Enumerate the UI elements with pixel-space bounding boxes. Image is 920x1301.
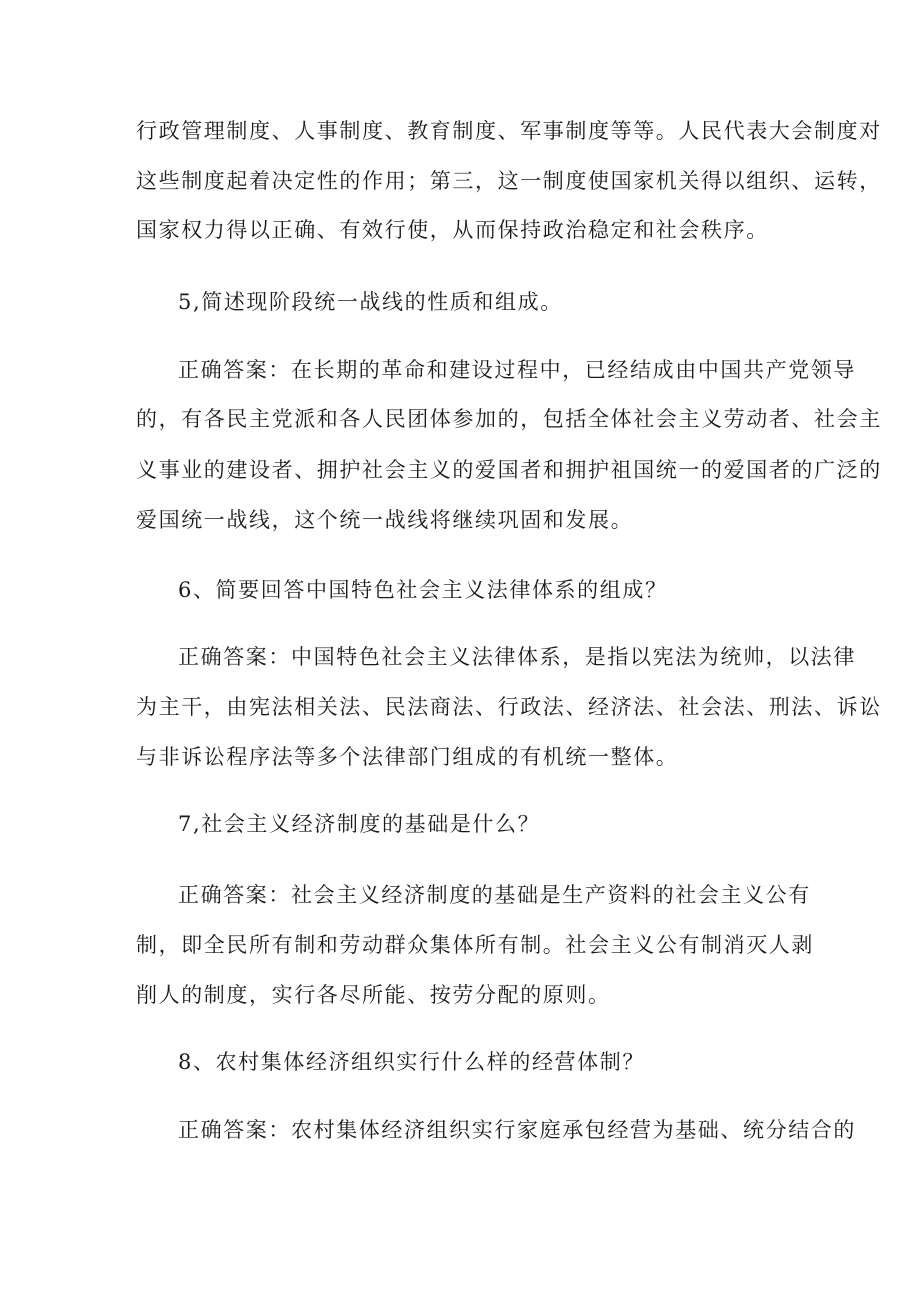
answer-7-line: 制，即全民所有制和劳动群众集体所有制。社会主义公有制消灭人剥 (136, 933, 814, 957)
answer-5-line: 的，有各民主党派和各人民团体参加的，包括全体社会主义劳动者、社会主 (136, 407, 882, 431)
paragraph-line: 这些制度起着决定性的作用；第三，这一制度使国家机关得以组织、运转， (136, 169, 882, 193)
paragraph-line: 行政管理制度、人事制度、教育制度、军事制度等等。人民代表大会制度对 (136, 119, 882, 143)
answer-6-line: 与非诉讼程序法等多个法律部门组成的有机统一整体。 (136, 745, 679, 769)
answer-7-line: 削人的制度，实行各尽所能、按劳分配的原则。 (136, 983, 611, 1007)
question-5-heading: 5,简述现阶段统一战线的性质和组成。 (178, 290, 563, 314)
answer-6-line: 为主干，由宪法相关法、民法商法、行政法、经济法、社会法、刑法、诉讼 (136, 695, 882, 719)
paragraph-line: 国家权力得以正确、有效行使，从而保持政治稳定和社会秩序。 (136, 218, 769, 242)
question-7-heading: 7,社会主义经济制度的基础是什么？ (178, 812, 541, 836)
answer-6-line: 正确答案：中国特色社会主义法律体系，是指以宪法为统帅，以法律 (178, 645, 856, 669)
answer-8-line: 正确答案：农村集体经济组织实行家庭承包经营为基础、统分结合的 (178, 1118, 856, 1142)
question-8-heading: 8、农村集体经济组织实行什么样的经营体制？ (178, 1050, 645, 1074)
answer-5-line: 义事业的建设者、拥护社会主义的爱国者和拥护祖国统一的爱国者的广泛的 (136, 458, 882, 482)
question-6-heading: 6、简要回答中国特色社会主义法律体系的组成？ (178, 578, 668, 602)
answer-5-line: 爱国统一战线，这个统一战线将继续巩固和发展。 (136, 508, 634, 532)
answer-7-line: 正确答案：社会主义经济制度的基础是生产资料的社会主义公有 (178, 883, 811, 907)
answer-5-line: 正确答案：在长期的革命和建设过程中，已经结成由中国共产党领导 (178, 358, 856, 382)
